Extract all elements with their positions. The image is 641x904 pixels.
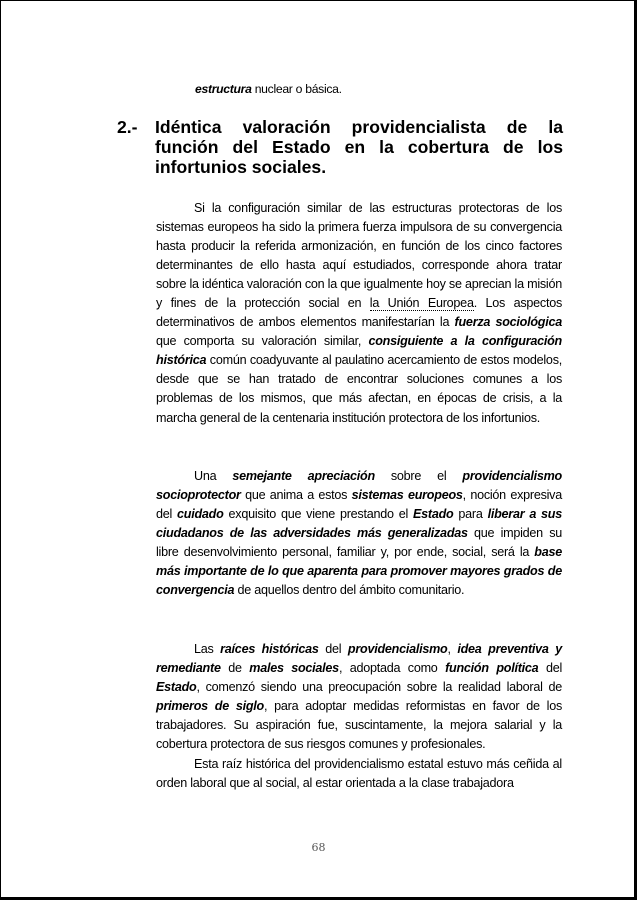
emphasis: fuerza sociológica — [454, 315, 562, 330]
text-run: para — [453, 507, 488, 522]
text-run: de — [220, 661, 250, 676]
emphasis: Estado — [412, 507, 454, 522]
text-run: , para adoptar medidas reformistas en favor de los trabajadores. Su aspiración fue, suscintamente, la mejora salarial y la cobertura protectora de sus riesgos comunes y profesionales. — [156, 699, 562, 752]
carryover-text: nuclear o básica. — [251, 82, 342, 96]
emphasis: males sociales — [249, 661, 339, 676]
hyperlink-union-europea[interactable]: la Unión Europea — [369, 296, 474, 311]
emphasis: sistemas europeos — [351, 488, 463, 503]
text-run: , — [447, 642, 458, 656]
emphasis: primeros de siglo — [156, 699, 264, 714]
text-run: que comporta su valoración similar, — [156, 334, 369, 349]
text-run: Esta raíz histórica del providencialismo estatal estuvo más ceñida al orden laboral que al social, al estar orientada a la clase trabajadora — [156, 757, 562, 791]
emphasis: Estado — [156, 680, 197, 695]
text-run: que anima a estos — [240, 488, 352, 503]
text-run: del — [538, 661, 562, 676]
carryover-line — [195, 82, 342, 96]
text-run: de aquellos dentro del ámbito comunitario. — [234, 583, 465, 598]
paragraph-1 — [156, 199, 562, 428]
text-run: , adoptada como — [338, 661, 446, 676]
section-number: 2.- — [117, 117, 138, 137]
carryover-emphasis: estructura — [195, 82, 252, 96]
text-run: Las — [194, 642, 221, 656]
emphasis: base más importante de lo que aparenta para promover mayores grados de convergencia — [156, 545, 562, 598]
section-title: Idéntica valoración providencialista de la función del Estado en la cobertura de los infortunios sociales. — [155, 117, 563, 177]
emphasis: cuidado — [177, 507, 224, 522]
emphasis: función política — [445, 661, 539, 676]
emphasis: providencialismo — [347, 642, 448, 656]
paragraph-2 — [156, 467, 562, 600]
text-run: sobre el — [374, 469, 463, 483]
emphasis: providencialismo socioprotector — [156, 469, 562, 503]
text-run: Una — [194, 469, 233, 483]
paragraph-3 — [156, 640, 562, 754]
text-run: Si la configuración similar de las estructuras protectoras de los sistemas europeos ha sido la primera fuerza impulsora de su convergencia hasta producir la referida armonización, en función de los cinco factores determinantes de ello hasta aquí estudiados, corresponde ahora tratar sobre la idéntica valoración con la que igualmente hoy se aprecian la misión y fines de la protección social en — [156, 201, 562, 311]
page-number: 68 — [311, 841, 326, 854]
text-run: , noción expresiva del — [156, 488, 562, 522]
text-run: del — [318, 642, 348, 656]
text-run: . Los aspectos determinativos de ambos elementos manifestarían la — [156, 296, 562, 330]
text-run: , comenzó siendo una preocupación sobre la realidad laboral de — [196, 680, 562, 695]
text-run: exquisito que viene prestando el — [223, 507, 413, 522]
emphasis: idea preventiva y remediante — [156, 642, 562, 676]
text-run: común coadyuvante al paulatino acercamiento de estos modelos, desde que se han tratado de encontrar soluciones comunes a los problemas de los mismos, que más afectan, en épocas de crisis, a la marcha general de la centenaria institución protectora de los infortunios. — [156, 353, 562, 425]
emphasis: semejante apreciación — [232, 469, 375, 483]
emphasis: raíces históricas — [220, 642, 319, 656]
paragraph-4 — [156, 755, 562, 793]
text-run: que impiden su libre desenvolvimiento personal, familiar y, por ende, social, será la — [156, 526, 562, 560]
emphasis: consiguiente a la configuración histórica — [156, 334, 562, 368]
emphasis: liberar a sus ciudadanos de las adversidades más generalizadas — [156, 507, 562, 541]
